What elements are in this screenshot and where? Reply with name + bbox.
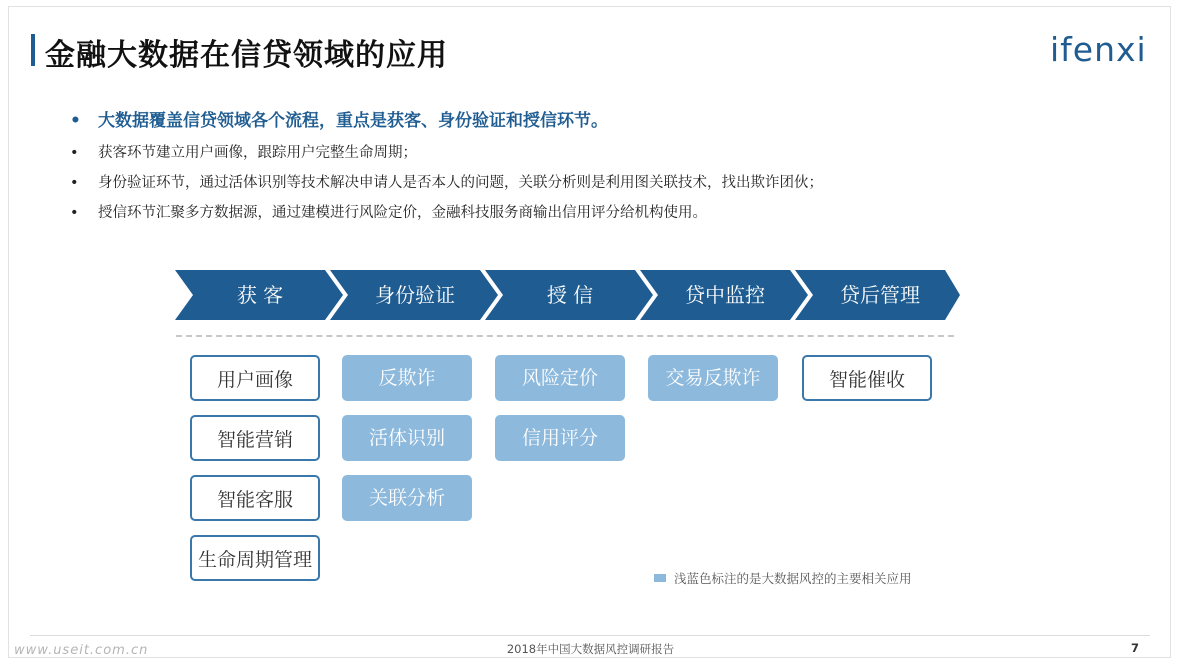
app-box-smart-marketing: 智能营销	[190, 415, 320, 461]
watermark: www.useit.com.cn	[14, 643, 149, 658]
legend-swatch	[654, 574, 666, 582]
bullet-text: 获客环节建立用户画像，跟踪用户完整生命周期；	[98, 145, 417, 161]
bullet-list	[70, 108, 1150, 232]
footer-report-title: 2018年中国大数据风控调研报告	[506, 642, 675, 656]
bullet-dot-icon: •	[70, 175, 79, 191]
stage-label-post-loan: 贷后管理	[840, 283, 920, 307]
app-box-risk-pricing: 风险定价	[495, 355, 625, 401]
app-box-smart-collection: 智能催收	[802, 355, 932, 401]
app-box-smart-service: 智能客服	[190, 475, 320, 521]
bullet-text: 授信环节汇聚多方数据源，通过建模进行风险定价，金融科技服务商输出信用评分给机构使用。	[98, 205, 707, 221]
bullet-text: 身份验证环节，通过活体识别等技术解决申请人是否本人的问题，关联分析则是利用图关联技术，找出欺诈团伙；	[98, 175, 823, 191]
bullet-item	[70, 142, 1150, 172]
page-number: 7	[1131, 641, 1140, 655]
stage-label-monitoring: 贷中监控	[685, 283, 765, 307]
dashed-divider	[176, 335, 954, 337]
ifenxi-logo: ifenxi	[1050, 30, 1147, 69]
legend-text: 浅蓝色标注的是大数据风控的主要相关应用	[674, 571, 912, 586]
app-box-anti-fraud: 反欺诈	[342, 355, 472, 401]
footer-divider	[30, 635, 1150, 636]
title-accent-bar	[31, 34, 35, 66]
stage-label-acquisition: 获 客	[236, 283, 284, 307]
bullet-dot-icon: •	[70, 111, 81, 131]
bullet-text: 大数据覆盖信贷领域各个流程，重点是获客、身份验证和授信环节。	[98, 111, 608, 131]
bullet-item	[70, 202, 1150, 232]
app-box-user-profile: 用户画像	[190, 355, 320, 401]
stage-label-identity: 身份验证	[375, 283, 455, 307]
app-box-credit-score: 信用评分	[495, 415, 625, 461]
bullet-dot-icon: •	[70, 145, 79, 161]
app-box-lifecycle-mgmt: 生命周期管理	[190, 535, 320, 581]
bullet-item-main	[70, 108, 1150, 142]
app-box-liveness: 活体识别	[342, 415, 472, 461]
bullet-dot-icon: •	[70, 205, 79, 221]
page-title: 金融大数据在信贷领域的应用	[45, 38, 448, 73]
slide-frame	[8, 6, 1171, 658]
app-box-transaction-fraud: 交易反欺诈	[648, 355, 778, 401]
bullet-item	[70, 172, 1150, 202]
app-box-link-analysis: 关联分析	[342, 475, 472, 521]
stage-label-credit: 授 信	[546, 283, 594, 307]
